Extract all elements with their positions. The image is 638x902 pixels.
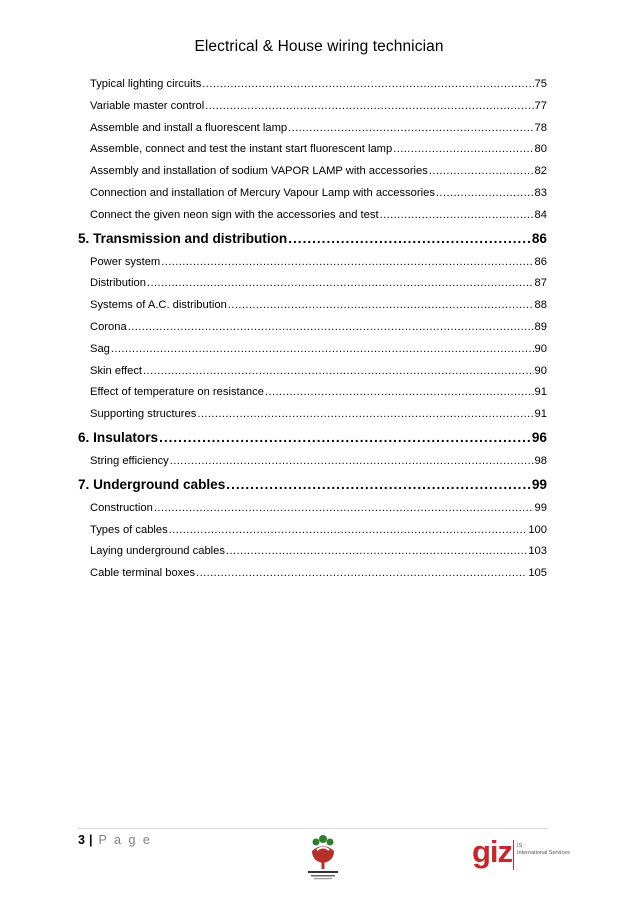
toc-leader-dots: [429, 163, 534, 179]
toc-entry[interactable]: [78, 363, 547, 385]
toc-page-number: 100: [528, 523, 547, 536]
toc-entry[interactable]: [78, 522, 547, 544]
toc-entry[interactable]: [78, 297, 547, 319]
toc-label: 5. Transmission and distribution: [78, 230, 288, 246]
toc-page-number: 88: [534, 299, 547, 312]
giz-separator: [513, 840, 514, 870]
toc-leader-dots: [111, 341, 534, 357]
toc-leader-dots: [380, 207, 534, 223]
toc-label: 6. Insulators: [78, 429, 159, 445]
toc-label: Typical lighting circuits: [90, 78, 202, 90]
footer-divider: [78, 828, 548, 829]
toc-entry[interactable]: [78, 275, 547, 297]
page-number: [78, 833, 152, 847]
toc-entry[interactable]: [78, 500, 547, 522]
toc-entry[interactable]: [78, 163, 547, 185]
toc-label: Supporting structures: [90, 408, 197, 421]
page-number-value: 3: [78, 833, 85, 847]
toc-leader-dots: [288, 230, 531, 248]
toc-leader-dots: [228, 297, 534, 313]
giz-logo: [472, 834, 570, 873]
toc-page-number: 91: [534, 386, 547, 399]
toc-label: Systems of A.C. distribution: [90, 299, 227, 312]
toc-leader-dots: [393, 141, 533, 157]
toc-leader-dots: [202, 76, 533, 92]
toc-entry[interactable]: [78, 319, 547, 341]
toc-page-number: 86: [534, 255, 547, 268]
toc-entry[interactable]: [78, 341, 547, 363]
toc-page-number: 99: [531, 476, 547, 492]
header-title: Electrical & House wiring technician: [194, 38, 444, 55]
toc-leader-dots: [159, 429, 531, 447]
toc-entry[interactable]: [78, 384, 547, 406]
toc-section[interactable]: [78, 230, 547, 254]
toc-page-number: 86: [531, 230, 547, 246]
toc-page-number: 105: [528, 567, 547, 580]
toc-label: Distribution: [90, 277, 146, 290]
institute-emblem-icon: [300, 833, 346, 883]
toc-leader-dots: [436, 185, 534, 201]
toc-entry[interactable]: [78, 543, 547, 565]
toc-page-number: 83: [534, 186, 547, 199]
toc-page-number: 89: [534, 320, 547, 333]
toc-entry[interactable]: [78, 98, 547, 120]
toc-label: Assembly and installation of sodium VAPOR LAMP with accessories: [90, 165, 428, 178]
toc-entry[interactable]: [78, 406, 547, 428]
toc-page-number: 82: [534, 165, 547, 178]
toc-leader-dots: [226, 543, 527, 559]
page-word: P a g e: [98, 833, 152, 847]
toc-page-number: 98: [534, 454, 547, 467]
giz-subtitle-line2: International Services: [517, 850, 570, 856]
toc-leader-dots: [128, 319, 534, 335]
toc-label: Laying underground cables: [90, 545, 225, 558]
toc-section[interactable]: [78, 476, 547, 500]
toc-page-number: 75: [534, 78, 547, 90]
toc-entry[interactable]: [78, 453, 547, 475]
toc-page-number: 78: [534, 121, 547, 134]
giz-wordmark: giz: [472, 834, 513, 869]
toc-leader-dots: [265, 384, 534, 400]
toc-label: Corona: [90, 320, 127, 333]
giz-subtitle: [517, 843, 570, 857]
toc-page-number: 96: [531, 429, 547, 445]
toc-leader-dots: [205, 98, 533, 114]
toc-leader-dots: [197, 406, 533, 422]
toc-label: Assemble and install a fluorescent lamp: [90, 121, 288, 134]
table-of-contents: [78, 76, 547, 587]
toc-label: Variable master control: [90, 99, 205, 112]
toc-label: Construction: [90, 501, 153, 514]
toc-entry[interactable]: [78, 120, 547, 142]
toc-page-number: 84: [534, 208, 547, 221]
toc-page-number: 103: [528, 545, 547, 558]
toc-label: Connection and installation of Mercury Vapour Lamp with accessories: [90, 186, 435, 199]
toc-page-number: 87: [534, 277, 547, 290]
toc-label: Cable terminal boxes: [90, 567, 196, 580]
toc-label: String efficiency: [90, 454, 169, 467]
toc-page-number: 91: [534, 408, 547, 421]
toc-leader-dots: [226, 476, 531, 494]
toc-label: Connect the given neon sign with the accessories and test: [90, 208, 379, 221]
toc-label: Types of cables: [90, 523, 168, 536]
toc-page-number: 90: [534, 342, 547, 355]
toc-page-number: 77: [534, 99, 547, 112]
toc-entry[interactable]: [78, 76, 547, 98]
toc-leader-dots: [147, 275, 534, 291]
toc-entry[interactable]: [78, 207, 547, 229]
toc-leader-dots: [196, 565, 527, 581]
toc-leader-dots: [288, 120, 533, 136]
toc-section[interactable]: [78, 429, 547, 453]
toc-label: Effect of temperature on resistance: [90, 386, 264, 399]
toc-leader-dots: [169, 522, 528, 538]
toc-label: Sag: [90, 342, 110, 355]
page-number-separator: |: [88, 833, 95, 847]
toc-label: Power system: [90, 255, 161, 268]
toc-label: Assemble, connect and test the instant start fluorescent lamp: [90, 143, 393, 156]
toc-page-number: 80: [534, 143, 547, 156]
giz-subtitle-line1: IS: [517, 843, 523, 849]
toc-entry[interactable]: [78, 185, 547, 207]
toc-leader-dots: [154, 500, 534, 516]
toc-entry[interactable]: [78, 254, 547, 276]
toc-label: 7. Underground cables: [78, 476, 226, 492]
toc-leader-dots: [170, 453, 534, 469]
toc-page-number: 90: [534, 364, 547, 377]
toc-entry[interactable]: [78, 565, 547, 587]
toc-label: Skin effect: [90, 364, 143, 377]
toc-page-number: 99: [534, 501, 547, 514]
toc-leader-dots: [143, 363, 534, 379]
toc-entry[interactable]: [78, 141, 547, 163]
toc-leader-dots: [161, 254, 533, 270]
page-header: [0, 38, 638, 56]
